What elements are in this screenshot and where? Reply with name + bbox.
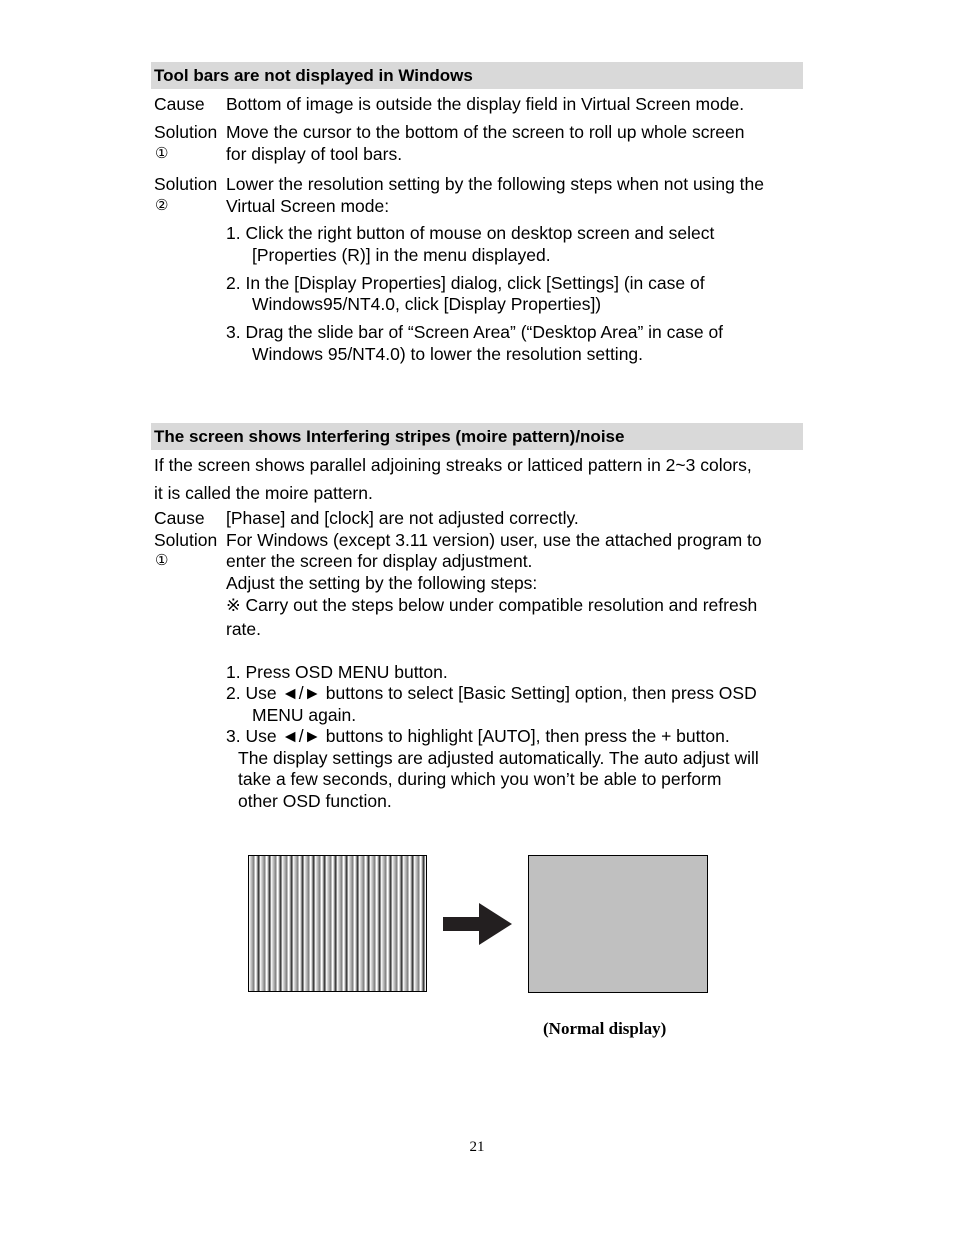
normal-display-image: [528, 855, 708, 993]
step-item: 2. In the [Display Properties] dialog, click [Settings] (in case of: [226, 273, 705, 293]
step-item: 2. Use ◄/► buttons to select [Basic Setting] option, then press OSD: [226, 683, 757, 703]
cause-text: Bottom of image is outside the display field in Virtual Screen mode.: [226, 94, 745, 114]
solution-text: Lower the resolution setting by the following steps when not using the: [226, 174, 764, 194]
step-item: 1. Click the right button of mouse on desktop screen and select: [226, 223, 715, 243]
step-item: 1. Press OSD MENU button.: [226, 662, 448, 682]
solution-label: Solution: [154, 122, 218, 142]
step-item: Windows 95/NT4.0) to lower the resolution setting.: [252, 344, 644, 364]
step-item: 3. Use ◄/► buttons to highlight [AUTO], then press the + button.: [226, 726, 730, 746]
note-text: ※ Carry out the steps below under compatible resolution and refresh: [226, 595, 758, 615]
solution-number: ①: [155, 145, 169, 162]
page-number: 21: [469, 1139, 485, 1155]
step-item: MENU again.: [252, 705, 357, 725]
solution-text: for display of tool bars.: [226, 144, 403, 164]
step-item: Windows95/NT4.0, click [Display Properties]): [252, 294, 602, 314]
step-item: 3. Drag the slide bar of “Screen Area” (“Desktop Area” in case of: [226, 322, 724, 342]
step-item: [Properties (R)] in the menu displayed.: [252, 245, 551, 265]
solution-text: Adjust the setting by the following steps:: [226, 573, 538, 593]
cause-text: [Phase] and [clock] are not adjusted correctly.: [226, 508, 579, 528]
cause-label: Cause: [154, 94, 205, 114]
step-item: other OSD function.: [238, 791, 392, 811]
moire-pattern-image: [248, 855, 427, 992]
step-item: take a few seconds, during which you won’t be able to perform: [238, 769, 722, 789]
solution-number: ①: [155, 552, 169, 569]
solution-number: ②: [155, 197, 169, 214]
intro-text: it is called the moire pattern.: [154, 483, 373, 503]
intro-text: If the screen shows parallel adjoining streaks or latticed pattern in 2~3 colors,: [154, 455, 752, 475]
figure-caption: (Normal display): [543, 1019, 667, 1038]
cause-label: Cause: [154, 508, 205, 528]
solution-label: Solution: [154, 530, 218, 550]
section-heading-moire: The screen shows Interfering stripes (moire pattern)/noise: [151, 423, 803, 450]
step-item: The display settings are adjusted automatically. The auto adjust will: [238, 748, 759, 768]
solution-text: enter the screen for display adjustment.: [226, 551, 533, 571]
note-text: rate.: [226, 619, 262, 639]
solution-text: For Windows (except 3.11 version) user, use the attached program to: [226, 530, 762, 550]
solution-text: Virtual Screen mode:: [226, 196, 390, 216]
solution-text: Move the cursor to the bottom of the screen to roll up whole screen: [226, 122, 745, 142]
section-heading-toolbars: Tool bars are not displayed in Windows: [151, 62, 803, 89]
right-arrow-icon: [443, 903, 513, 945]
solution-label: Solution: [154, 174, 218, 194]
